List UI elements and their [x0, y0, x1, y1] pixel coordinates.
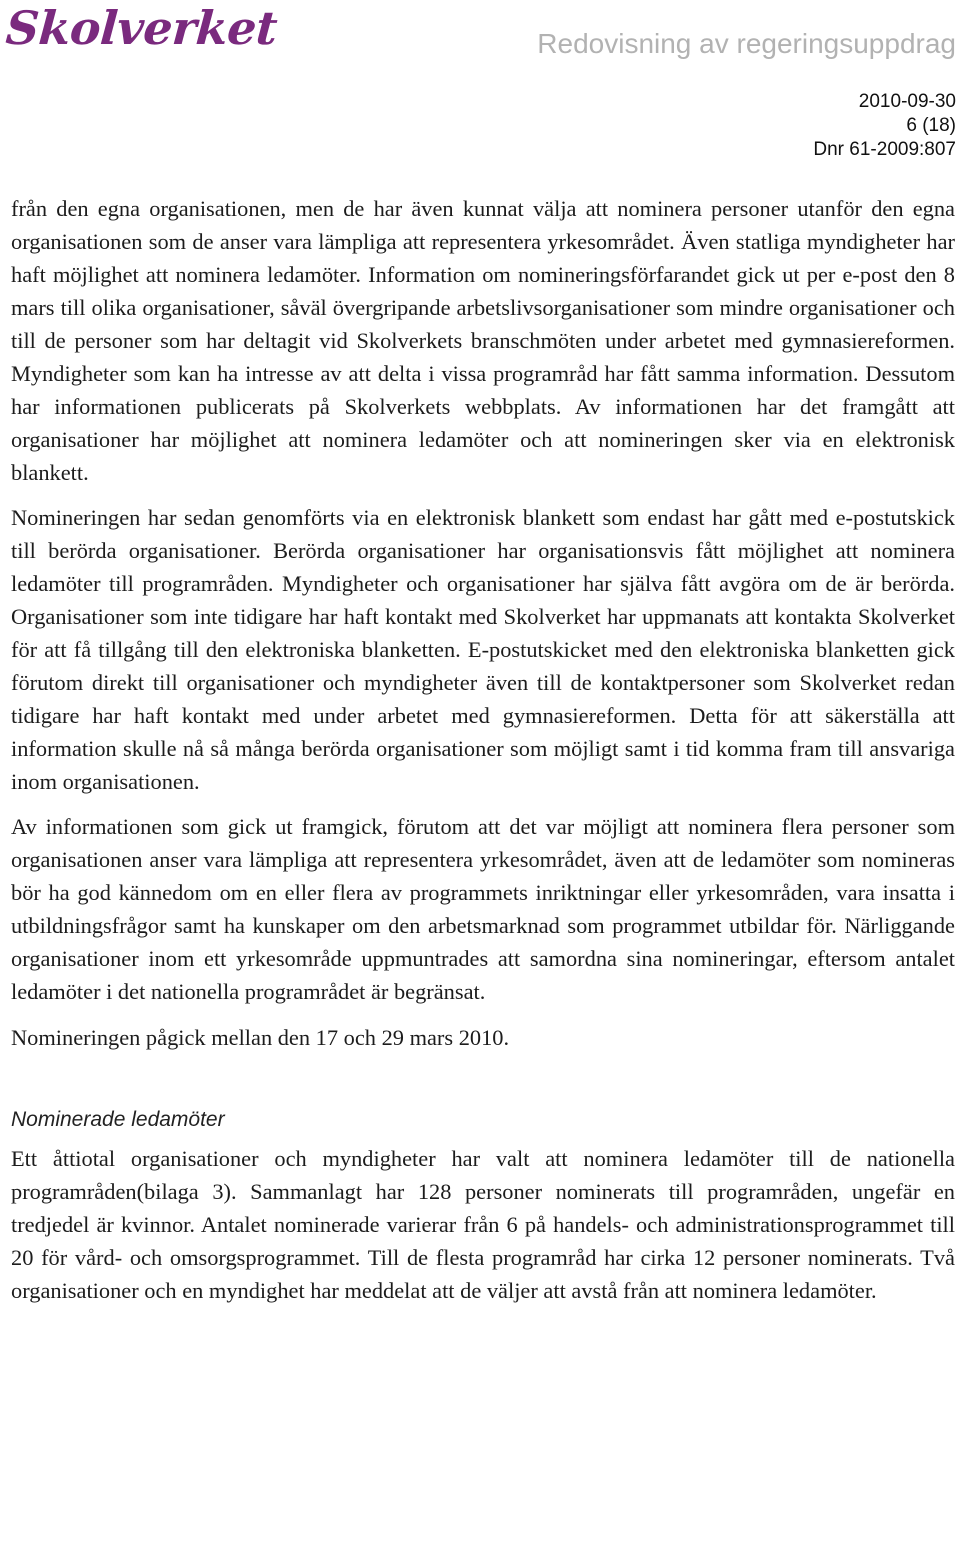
- body-paragraph-4: Nomineringen pågick mellan den 17 och 29 mars 2010.: [11, 1025, 510, 1050]
- document-date: 2010-09-30: [858, 91, 956, 112]
- document-type: Redovisning av regeringsuppdrag: [537, 28, 956, 59]
- skolverket-logo: Skolverket: [4, 1, 279, 55]
- body-paragraph-2: Nomineringen har sedan genomförts via en elektronisk blankett som endast har gått med e-postutskick till berörda organisationer. Berörda organisationer har organisationsvis fått möjlighet att nominera ledamöter till programråden. Myndigheter och organisationer har själva fått avgöra om de är berörda. Organisationer som inte tidigare har haft kontakt med Skolverket har uppmanats att kontakta Skolverket för att få tillgång till den elektroniska blanketten. E-postutskicket med den elektroniska blanketten gick förutom direkt till organisationer och myndigheter även till de kontaktpersoner som Skolverket redan tidigare har haft kontakt med under arbetet med gymnasiereformen. Detta för att säkerställa att information skulle nå så många berörda organisationer som möjligt samt i tid komma fram till ansvariga inom organisationen.: [11, 505, 955, 794]
- reference-number: Dnr 61-2009:807: [813, 139, 956, 160]
- section-paragraph: Ett åttiotal organisationer och myndigheter har valt att nominera ledamöter till de nationella programråden(bilaga 3). Sammanlagt har 128 personer nominerats till programråden, ungefär en tredjedel är kvinnor. Antalet nominerade varierar från 6 på handels- och administrationsprogrammet till 20 för vård- och omsorgsprogrammet. Till de flesta programråd har cirka 12 personer nominerats. Två organisationer och en myndighet har meddelat att de väljer att avstå från att nominera ledamöter.: [11, 1146, 955, 1303]
- body-paragraph-3: Av informationen som gick ut framgick, förutom att det var möjligt att nominera flera personer som organisationen anser vara lämpliga att representera yrkesområdet, även att de ledamöter som nomineras bör ha god kännedom om en eller flera av programmets inriktningar eller yrkesområden, vara insatta i utbildningsfrågor samt ha kunskaper om den arbetsmarknad som programmet utbildar för. Närliggande organisationer inom ett yrkesområde uppmuntrades att samordna sina nomineringar, eftersom antalet ledamöter i det nationella programrådet är begränsat.: [11, 814, 955, 1004]
- document-meta: [813, 90, 956, 162]
- section-heading: Nominerade ledamöter: [11, 1108, 225, 1131]
- body-paragraph-1: från den egna organisationen, men de har även kunnat välja att nominera personer utanför den egna organisationen som de anser vara lämpliga att representera yrkesområdet. Även statliga myndigheter har haft möjlighet att nominera ledamöter. Information om nomineringsförfarandet gick ut per e-post den 8 mars till olika organisationer, såväl övergripande arbetslivsorganisationer som mindre organisationer och till de personer som har deltagit vid Skolverkets branschmöten under arbetet med gymnasiereformen. Myndigheter som kan ha intresse av att delta i vissa programråd har fått samma information. Dessutom har informationen publicerats på Skolverkets webbplats. Av informationen har det framgått att organisationer har möjlighet att nominera ledamöter och att nomineringen sker via en elektronisk blankett.: [11, 196, 955, 485]
- page-number: 6 (18): [906, 115, 956, 136]
- document-body: [11, 192, 955, 1307]
